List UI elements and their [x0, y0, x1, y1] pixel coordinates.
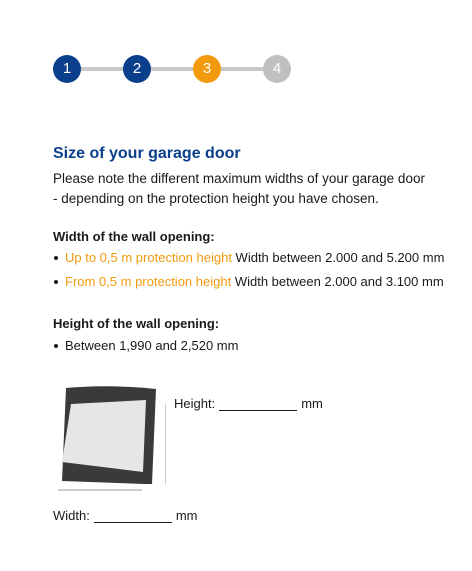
width-list	[53, 249, 444, 297]
garage-door-icon	[56, 384, 166, 494]
width-input[interactable]	[94, 508, 172, 523]
height-input-label	[174, 396, 323, 411]
section-title: Size of your garage door	[53, 145, 241, 162]
stepper-track	[67, 67, 279, 71]
width-input-label	[53, 508, 198, 523]
height-label: Height:	[174, 396, 216, 411]
width-range-text: Width between 2.000 and 3.100 mm	[231, 274, 444, 289]
protection-height-label: From 0,5 m protection height	[65, 274, 232, 289]
step-4: 4	[263, 55, 291, 83]
width-heading: Width of the wall opening:	[53, 229, 215, 244]
height-unit: mm	[301, 396, 323, 411]
protection-height-label: Up to 0,5 m protection height	[65, 250, 232, 265]
list-item	[53, 249, 444, 273]
step-2[interactable]: 2	[123, 55, 151, 83]
height-list	[53, 337, 238, 361]
list-item	[53, 337, 238, 361]
height-heading: Height of the wall opening:	[53, 316, 220, 331]
step-1[interactable]: 1	[53, 55, 81, 83]
progress-stepper	[53, 55, 293, 83]
height-range-text: Between 1,990 and 2,520 mm	[65, 338, 239, 353]
section-intro: Please note the different maximum widths of your garage door - depending on the protection height you have chosen.	[53, 171, 425, 206]
width-range-text: Width between 2.000 and 5.200 mm	[231, 250, 445, 265]
list-item	[53, 273, 444, 297]
width-unit: mm	[175, 508, 198, 523]
height-input[interactable]	[219, 396, 297, 411]
width-label: Width:	[53, 508, 90, 523]
step-3-current: 3	[193, 55, 221, 83]
